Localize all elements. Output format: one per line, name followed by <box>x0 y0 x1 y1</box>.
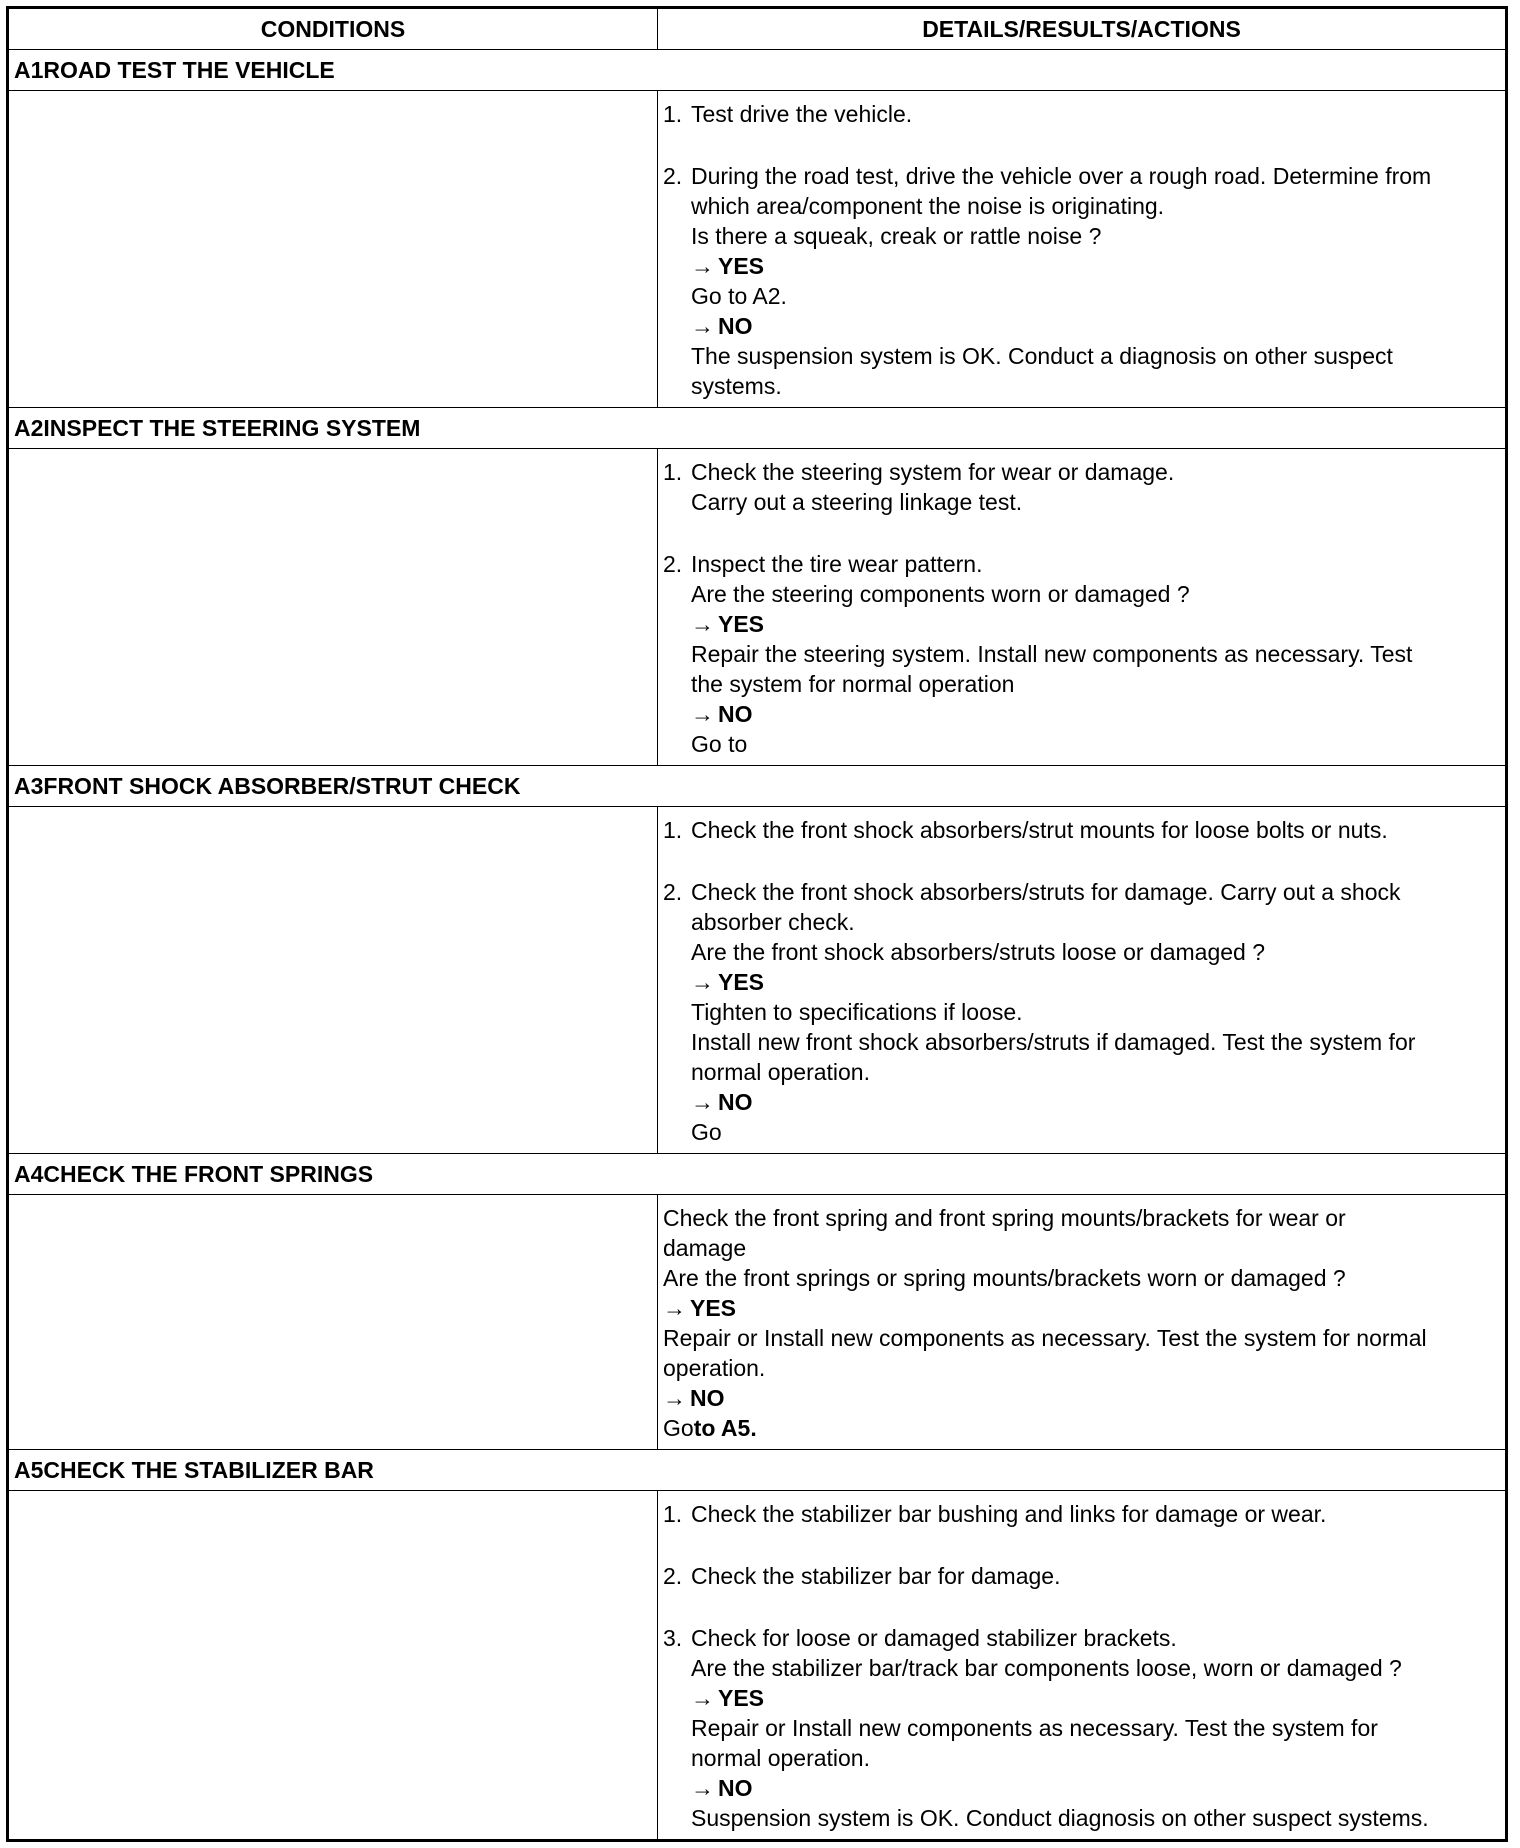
no-action: systems. <box>691 373 782 399</box>
item-number: 1. <box>663 459 683 485</box>
yes-action: the system for normal operation <box>691 671 1015 697</box>
step-a3-title: A3FRONT SHOCK ABSORBER/STRUT CHECK <box>8 766 1507 807</box>
diagnostic-page <box>6 6 1508 1842</box>
step-a3-conditions-cell <box>8 807 658 1154</box>
item-text: Check the front shock absorbers/strut mounts for loose bolts or nuts. <box>691 817 1388 843</box>
step-a1-title: A1ROAD TEST THE VEHICLE <box>8 50 1507 91</box>
yes-answer <box>691 1683 1499 1713</box>
arrow-right-icon: → <box>691 1089 714 1115</box>
no-answer <box>691 1773 1499 1803</box>
yes-action: Tighten to specifications if loose. <box>691 999 1023 1025</box>
step-a2-title: A2INSPECT THE STEERING SYSTEM <box>8 408 1507 449</box>
no-label: NO <box>718 1089 753 1115</box>
step-a5-item-1 <box>663 1499 1499 1529</box>
conditions-header: CONDITIONS <box>8 8 658 50</box>
item-text: which area/component the noise is originating. <box>691 193 1165 219</box>
step-a2-conditions-cell <box>8 449 658 766</box>
step-a3-item-2 <box>663 877 1499 1147</box>
step-a2-item-2 <box>663 549 1499 759</box>
item-number: 2. <box>663 551 683 577</box>
yes-answer <box>691 609 1499 639</box>
question-text: Are the steering components worn or damaged ? <box>691 581 1190 607</box>
yes-action: Repair or Install new components as necessary. Test the system for normal <box>663 1325 1427 1351</box>
step-a1-row <box>8 50 1507 91</box>
table-header-row <box>8 8 1507 50</box>
no-action: The suspension system is OK. Conduct a diagnosis on other suspect <box>691 343 1393 369</box>
step-a5-item-2 <box>663 1561 1499 1591</box>
step-a1-item-2 <box>663 161 1499 401</box>
item-number: 1. <box>663 817 683 843</box>
step-a2-row <box>8 408 1507 449</box>
yes-label: YES <box>718 969 765 995</box>
yes-action: operation. <box>663 1355 766 1381</box>
step-a5-details-cell <box>658 1491 1507 1841</box>
step-a4-title: A4CHECK THE FRONT SPRINGS <box>8 1154 1507 1195</box>
item-text: Check the stabilizer bar for damage. <box>691 1563 1061 1589</box>
details-header: DETAILS/RESULTS/ACTIONS <box>658 8 1507 50</box>
arrow-right-icon: → <box>691 611 714 637</box>
arrow-right-icon: → <box>691 969 714 995</box>
step-a3-item-1 <box>663 815 1499 845</box>
yes-answer <box>663 1293 1499 1323</box>
step-a4-content <box>8 1195 1507 1450</box>
item-text: damage <box>663 1235 747 1261</box>
step-a1-item-1 <box>663 99 1499 129</box>
diagnostic-table <box>6 6 1508 1842</box>
item-text: During the road test, drive the vehicle over a rough road. Determine from <box>691 163 1432 189</box>
item-number: 1. <box>663 101 683 127</box>
item-text: Carry out a steering linkage test. <box>691 489 1023 515</box>
arrow-right-icon: → <box>691 701 714 727</box>
question-text: Are the front springs or spring mounts/brackets worn or damaged ? <box>663 1265 1346 1291</box>
item-number: 2. <box>663 1563 683 1589</box>
item-text: Check the front spring and front spring mounts/brackets for wear or <box>663 1205 1346 1231</box>
step-a4-details-cell <box>658 1195 1507 1450</box>
item-text: Check the front shock absorbers/struts for damage. Carry out a shock <box>691 879 1401 905</box>
yes-label: YES <box>718 253 765 279</box>
yes-label: YES <box>690 1295 737 1321</box>
step-a5-item-3 <box>663 1623 1499 1833</box>
no-answer <box>691 311 1499 341</box>
no-action: Go to <box>691 731 748 757</box>
step-a2-item-1 <box>663 457 1499 517</box>
step-a5-title: A5CHECK THE STABILIZER BAR <box>8 1450 1507 1491</box>
item-number: 2. <box>663 879 683 905</box>
step-a2-details-cell <box>658 449 1507 766</box>
step-a5-conditions-cell <box>8 1491 658 1841</box>
step-a4-conditions-cell <box>8 1195 658 1450</box>
question-text: Are the stabilizer bar/track bar components loose, worn or damaged ? <box>691 1655 1402 1681</box>
step-a5-content <box>8 1491 1507 1841</box>
step-a5-row <box>8 1450 1507 1491</box>
arrow-right-icon: → <box>691 313 714 339</box>
item-number: 3. <box>663 1625 683 1651</box>
arrow-right-icon: → <box>663 1295 686 1321</box>
step-a2-content <box>8 449 1507 766</box>
no-label: NO <box>718 701 753 727</box>
yes-action: Repair or Install new components as necessary. Test the system for <box>691 1715 1378 1741</box>
no-action <box>663 1413 1499 1443</box>
no-answer <box>663 1383 1499 1413</box>
question-text: Are the front shock absorbers/struts loose or damaged ? <box>691 939 1266 965</box>
yes-answer <box>691 251 1499 281</box>
item-number: 2. <box>663 163 683 189</box>
item-text: Check for loose or damaged stabilizer brackets. <box>691 1625 1177 1651</box>
arrow-right-icon: → <box>691 253 714 279</box>
yes-action: normal operation. <box>691 1745 870 1771</box>
step-a3-details-cell <box>658 807 1507 1154</box>
step-a3-content <box>8 807 1507 1154</box>
item-text: Check the stabilizer bar bushing and links for damage or wear. <box>691 1501 1327 1527</box>
yes-action: Go to A2. <box>691 283 787 309</box>
no-answer <box>691 1087 1499 1117</box>
question-text: Is there a squeak, creak or rattle noise ? <box>691 223 1102 249</box>
no-action: Go <box>691 1119 722 1145</box>
yes-answer <box>691 967 1499 997</box>
no-action-go: Go <box>663 1415 694 1441</box>
item-text: absorber check. <box>691 909 855 935</box>
no-action-target: to A5. <box>693 1415 757 1441</box>
no-label: NO <box>690 1385 725 1411</box>
step-a4-row <box>8 1154 1507 1195</box>
item-text: Check the steering system for wear or damage. <box>691 459 1175 485</box>
no-answer <box>691 699 1499 729</box>
no-label: NO <box>718 1775 753 1801</box>
no-label: NO <box>718 313 753 339</box>
step-a3-row <box>8 766 1507 807</box>
item-number: 1. <box>663 1501 683 1527</box>
step-a1-details-cell <box>658 91 1507 408</box>
yes-label: YES <box>718 1685 765 1711</box>
arrow-right-icon: → <box>691 1685 714 1711</box>
yes-label: YES <box>718 611 765 637</box>
step-a1-content <box>8 91 1507 408</box>
yes-action: Repair the steering system. Install new components as necessary. Test <box>691 641 1413 667</box>
arrow-right-icon: → <box>663 1385 686 1411</box>
yes-action: Install new front shock absorbers/struts if damaged. Test the system for <box>691 1029 1416 1055</box>
item-text: Test drive the vehicle. <box>691 101 913 127</box>
item-text: Inspect the tire wear pattern. <box>691 551 983 577</box>
step-a1-conditions-cell <box>8 91 658 408</box>
arrow-right-icon: → <box>691 1775 714 1801</box>
yes-action: normal operation. <box>691 1059 870 1085</box>
no-action: Suspension system is OK. Conduct diagnosis on other suspect systems. <box>691 1805 1429 1831</box>
